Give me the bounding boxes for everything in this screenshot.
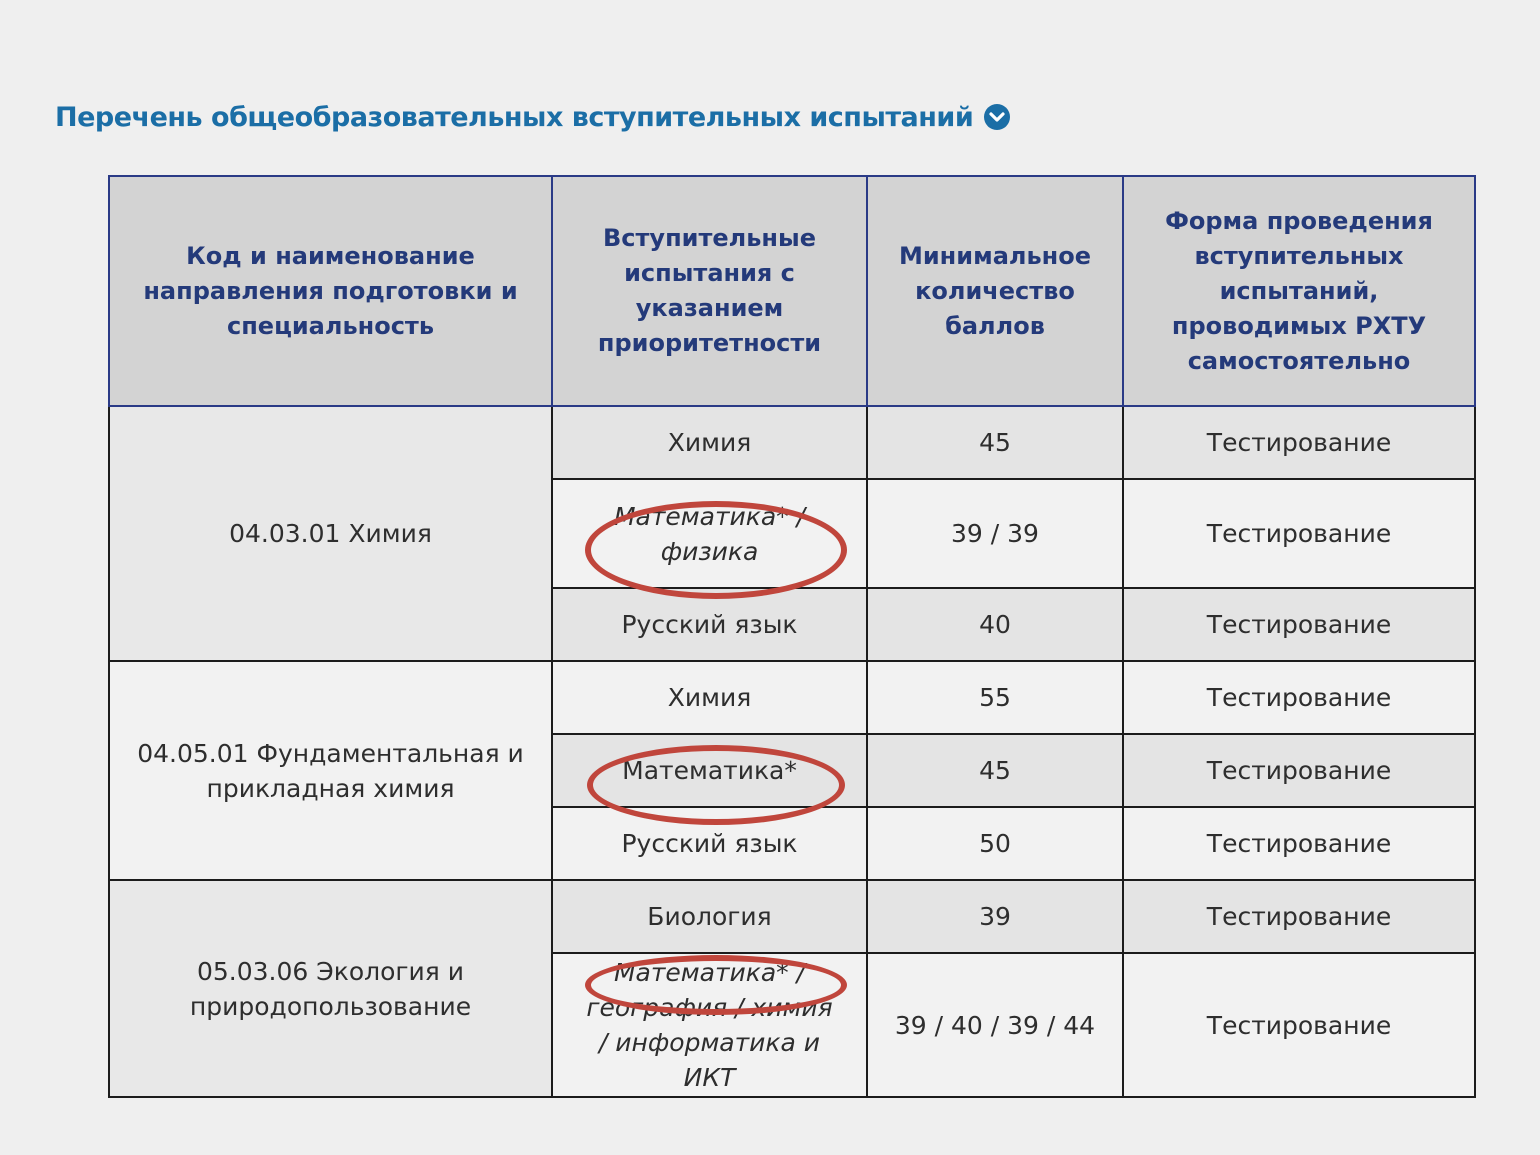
table-header-row [109,176,1475,406]
min-score-cell: 45 [867,734,1123,807]
exam-cell-highlighted [552,479,867,588]
exam-text: Математика* [622,756,797,785]
header-code: Код и наименование направления подготовки и специальность [109,176,552,406]
form-cell: Тестирование [1123,588,1475,661]
exam-cell: Русский язык [552,588,867,661]
form-cell: Тестирование [1123,880,1475,953]
header-exams: Вступительные испытания с указанием приоритетности [552,176,867,406]
exam-text: Математика* / физика [613,501,806,566]
program-code-cell: 05.03.06 Экология и природопользование [109,880,552,1097]
min-score-cell: 50 [867,807,1123,880]
min-score-cell: 40 [867,588,1123,661]
exam-text: Математика* / география / химия / информатика и ИКТ [586,958,833,1092]
form-cell: Тестирование [1123,406,1475,479]
table-row [109,406,1475,479]
form-cell: Тестирование [1123,734,1475,807]
exam-cell-highlighted [552,734,867,807]
min-score-cell: 39 [867,880,1123,953]
exam-cell: Русский язык [552,807,867,880]
section-heading[interactable] [55,96,1011,138]
min-score-cell: 39 / 40 / 39 / 44 [867,953,1123,1097]
form-cell: Тестирование [1123,807,1475,880]
exam-cell-highlighted [552,953,867,1097]
min-score-cell: 39 / 39 [867,479,1123,588]
form-cell: Тестирование [1123,661,1475,734]
program-code-cell: 04.05.01 Фундаментальная и прикладная химия [109,661,552,880]
form-cell: Тестирование [1123,479,1475,588]
entrance-exams-table [108,175,1476,1098]
exam-cell: Химия [552,406,867,479]
chevron-down-circle-icon[interactable] [983,103,1011,131]
form-cell: Тестирование [1123,953,1475,1097]
exam-cell: Химия [552,661,867,734]
min-score-cell: 55 [867,661,1123,734]
section-title: Перечень общеобразовательных вступительных испытаний [55,101,974,133]
header-form: Форма проведения вступительных испытаний, проводимых РХТУ самостоятельно [1123,176,1475,406]
exam-cell: Биология [552,880,867,953]
min-score-cell: 45 [867,406,1123,479]
table-row [109,880,1475,953]
table-row [109,661,1475,734]
header-min-score: Минимальное количество баллов [867,176,1123,406]
program-code-cell: 04.03.01 Химия [109,406,552,661]
